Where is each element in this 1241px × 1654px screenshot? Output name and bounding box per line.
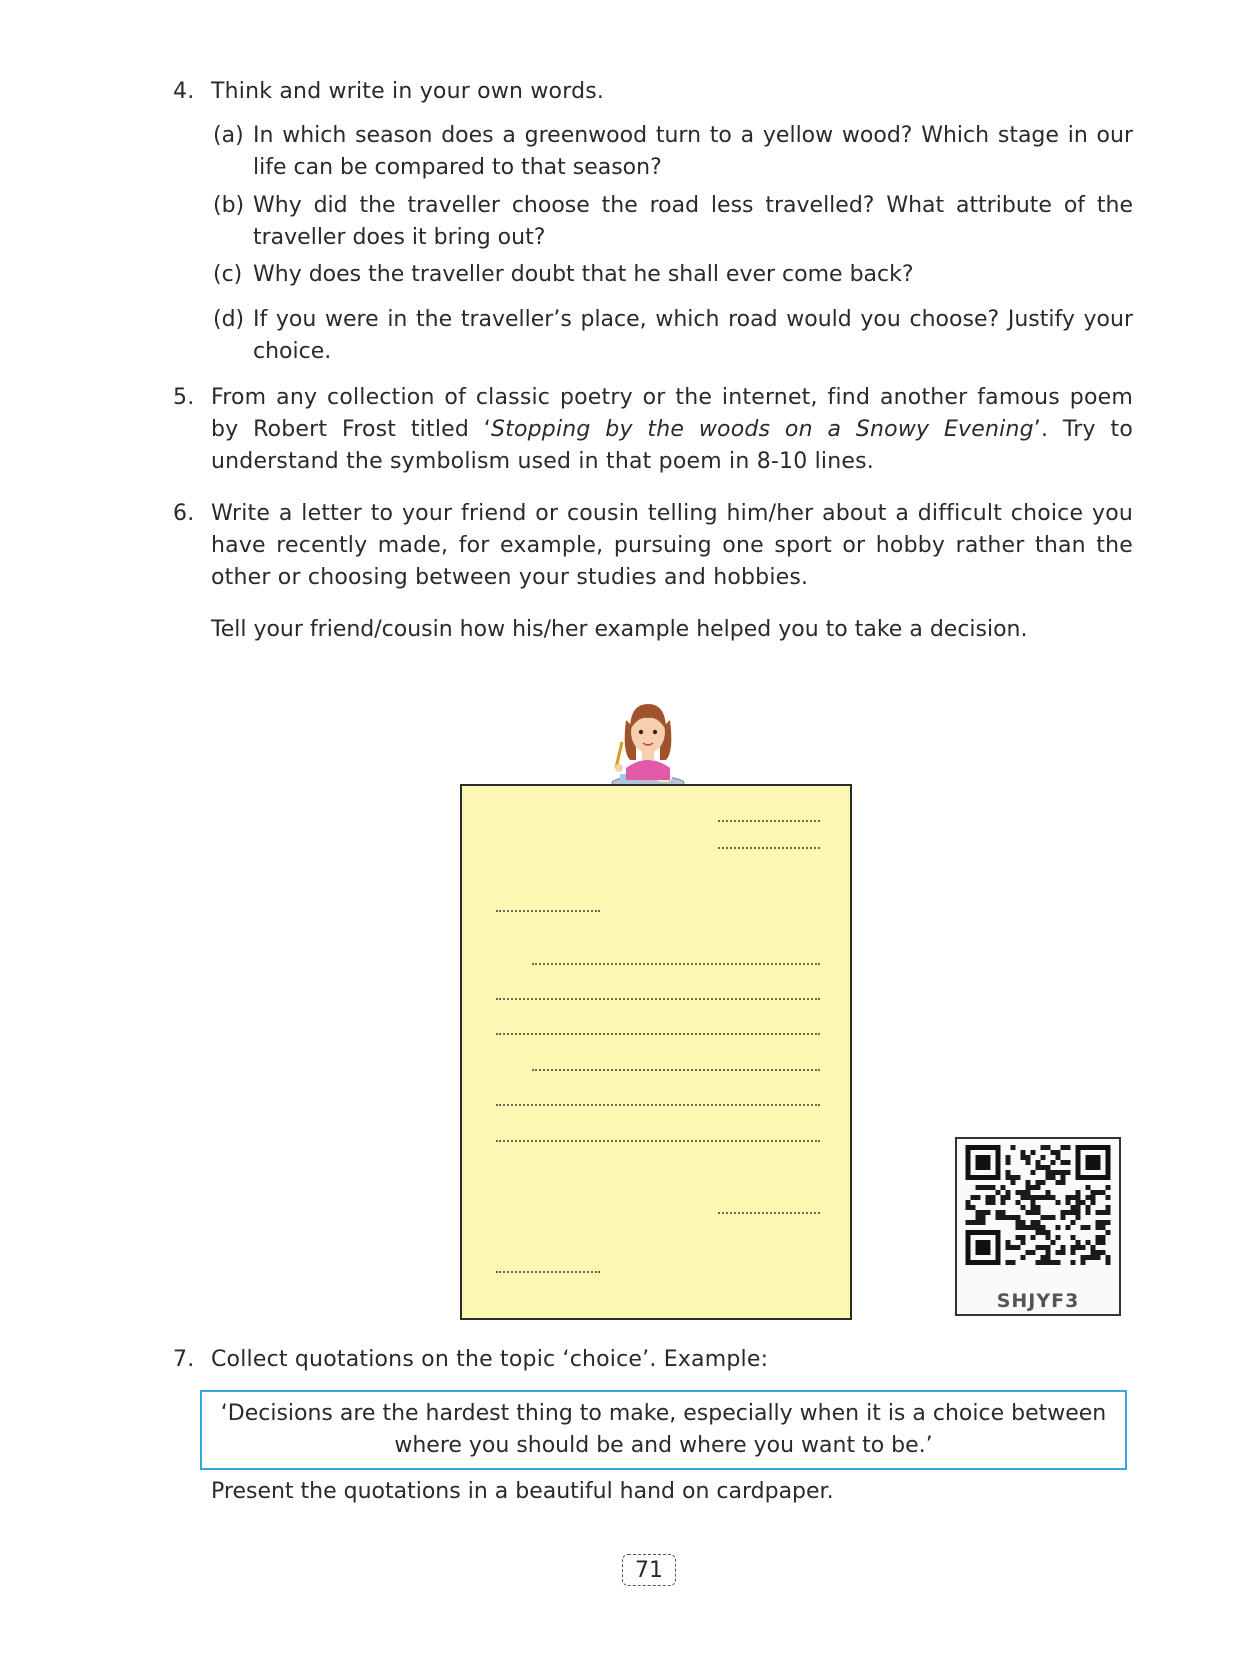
dotted-line <box>718 847 820 849</box>
letter-pad <box>460 784 852 1320</box>
dotted-line <box>496 1033 820 1035</box>
quote-box <box>200 1390 1127 1470</box>
question-number: 4. <box>173 79 195 104</box>
question-6-note: Tell your friend/cousin how his/her example helped you to take a decision. <box>211 617 1028 642</box>
question-4 <box>173 76 1133 108</box>
question-text: Collect quotations on the topic ‘choice’. Example: <box>211 1347 769 1372</box>
sub-label: (d) <box>213 307 245 332</box>
question-text: Think and write in your own words. <box>211 79 605 104</box>
dotted-line <box>718 820 820 822</box>
poem-title: Stopping by the woods on a Snowy Evening <box>490 417 1034 442</box>
text-before: From any collection of classic poetry or the internet, find another famous poem by Robert Frost titled ‘ <box>211 385 1133 442</box>
page-number: 71 <box>622 1554 676 1586</box>
question-number: 6. <box>173 501 195 526</box>
question-6 <box>173 498 1133 594</box>
sub-text: Why did the traveller choose the road less travelled? What attribute of the traveller does it bring out? <box>253 193 1133 250</box>
question-text: Write a letter to your friend or cousin telling him/her about a difficult choice you have recently made, for example, pursuing one sport or hobby rather than the other or choosing between your studies and hobbies. <box>211 501 1133 590</box>
question-number: 7. <box>173 1347 195 1372</box>
question-4b <box>213 190 1133 254</box>
question-7-note: Present the quotations in a beautiful hand on cardpaper. <box>211 1479 834 1504</box>
dotted-line <box>496 910 600 912</box>
sub-text: In which season does a greenwood turn to a yellow wood? Which stage in our life can be compared to that season? <box>253 123 1133 180</box>
question-number: 5. <box>173 385 195 410</box>
question-4c <box>213 259 1133 291</box>
qr-pattern <box>965 1145 1111 1285</box>
dotted-line <box>718 1212 820 1214</box>
dotted-line <box>532 963 820 965</box>
question-text <box>211 382 1133 478</box>
question-4a <box>213 120 1133 184</box>
text-after: ’. Try to understand the symbolism used in that poem in 8-10 lines. <box>211 417 1133 474</box>
sub-label: (c) <box>213 262 243 287</box>
question-4d <box>213 304 1133 368</box>
qr-code[interactable] <box>955 1137 1121 1316</box>
question-7 <box>173 1344 1133 1376</box>
dotted-line <box>496 1271 600 1273</box>
sub-label: (b) <box>213 193 245 218</box>
sub-text: If you were in the traveller’s place, which road would you choose? Justify your choice. <box>253 307 1133 364</box>
dotted-line <box>496 998 820 1000</box>
qr-caption: SHJYF3 <box>996 1290 1080 1312</box>
sub-text: Why does the traveller doubt that he shall ever come back? <box>253 262 914 287</box>
question-5 <box>173 382 1133 478</box>
girl-writing-illustration <box>608 690 688 790</box>
dotted-line <box>532 1069 820 1071</box>
dotted-line <box>496 1140 820 1142</box>
quote-text: ‘Decisions are the hardest thing to make, especially when it is a choice between where you should be and where you want to be.’ <box>220 1401 1107 1458</box>
dotted-line <box>496 1104 820 1106</box>
sub-label: (a) <box>213 123 244 148</box>
